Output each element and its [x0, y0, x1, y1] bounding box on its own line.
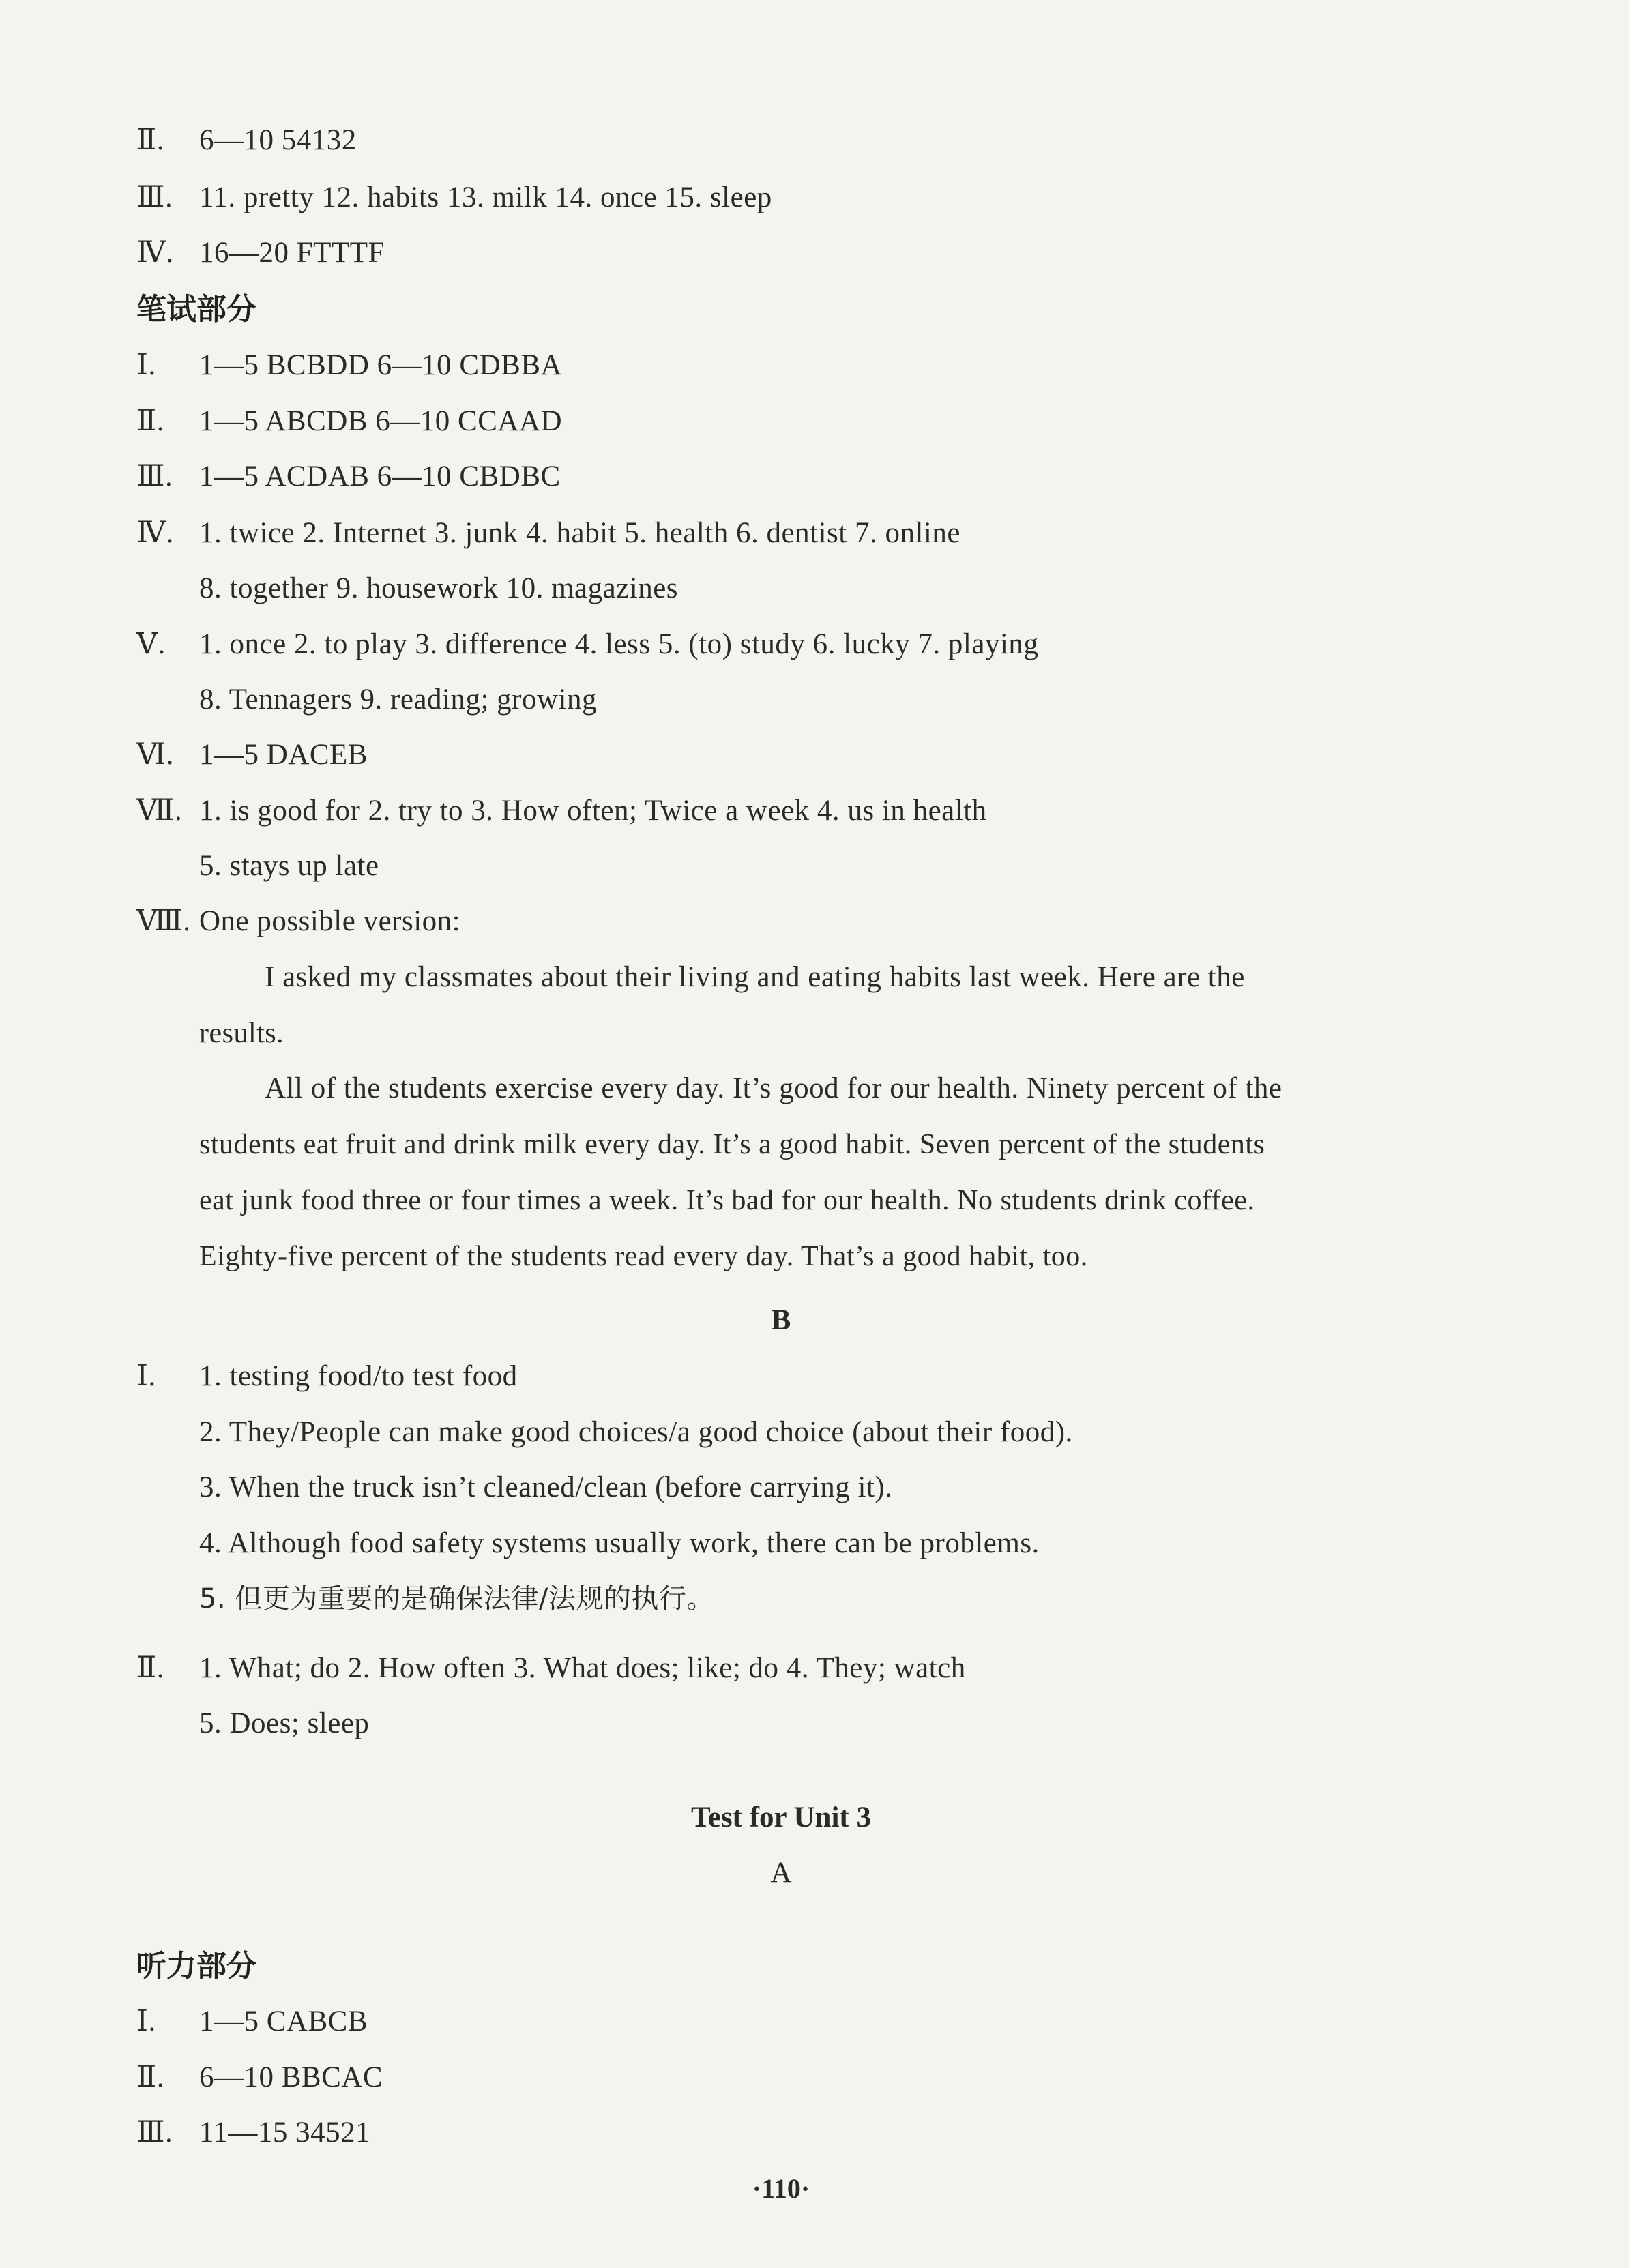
roman-numeral: Ⅲ. — [136, 181, 173, 213]
essay-line: results. — [199, 1018, 284, 1049]
essay-line: eat junk food three or four times a week. It’s bad for our health. No students drink coffee. — [199, 1185, 1255, 1216]
roman-numeral: Ⅶ. — [136, 795, 183, 827]
unit-test-title: Test for Unit 3 — [691, 1801, 871, 1833]
answer-text: 11. pretty 12. habits 13. milk 14. once 15. sleep — [199, 181, 772, 213]
answer-text: 1. twice 2. Internet 3. junk 4. habit 5. health 6. dentist 7. online — [199, 517, 960, 549]
unit-test-part-a: A — [770, 1857, 792, 1889]
unit3-listening-item-1 — [136, 2003, 368, 2041]
answer-text: 1—5 CABCB — [199, 2005, 368, 2037]
answer-text: 1. once 2. to play 3. difference 4. less 5. (to) study 6. lucky 7. playing — [199, 628, 1039, 660]
answer-text: 11—15 34521 — [199, 2117, 371, 2149]
roman-numeral: Ⅲ. — [136, 460, 173, 492]
essay-line: students eat fruit and drink milk every day. It’s a good habit. Seven percent of the students — [199, 1129, 1265, 1160]
roman-numeral: Ⅰ. — [136, 2005, 156, 2037]
written-item-2 — [136, 402, 562, 441]
section-b-item-1-sub: 3. When the truck isn’t cleaned/clean (before carrying it). — [199, 1471, 893, 1503]
roman-numeral: Ⅳ. — [136, 237, 174, 269]
listening-section-heading: 听力部分 — [136, 1949, 256, 1984]
essay-line: Eighty-five percent of the students read every day. That’s a good habit, too. — [199, 1241, 1088, 1272]
roman-numeral: Ⅱ. — [136, 1652, 164, 1684]
answer-text: 6—10 BBCAC — [199, 2061, 383, 2093]
written-item-8 — [136, 902, 460, 941]
answer-text: 1. testing food/to test food — [199, 1360, 518, 1392]
roman-numeral: Ⅰ. — [136, 1360, 156, 1392]
answer-text: 1—5 DACEB — [199, 739, 368, 771]
written-item-5-continued: 8. Tennagers 9. reading; growing — [199, 683, 597, 716]
written-item-1 — [136, 347, 562, 385]
roman-numeral: Ⅱ. — [136, 124, 164, 156]
section-b-heading: B — [771, 1304, 791, 1336]
written-item-3 — [136, 458, 561, 496]
section-b-item-2-continued: 5. Does; sleep — [199, 1707, 370, 1739]
listening-item-2 — [136, 121, 357, 160]
answer-text: 1—5 ABCDB 6—10 CCAAD — [199, 405, 563, 437]
listening-item-4 — [136, 234, 385, 272]
answer-text: 1—5 BCBDD 6—10 CDBBA — [199, 349, 563, 381]
answer-text: 1. is good for 2. try to 3. How often; Twice a week 4. us in health — [199, 795, 987, 827]
written-item-5 — [136, 625, 1038, 664]
roman-numeral: Ⅷ. — [136, 905, 191, 937]
roman-numeral: Ⅱ. — [136, 2061, 164, 2093]
essay-line: I asked my classmates about their living and eating habits last week. Here are the — [265, 961, 1245, 993]
roman-numeral: Ⅳ. — [136, 517, 174, 549]
section-b-item-1-sub: 4. Although food safety systems usually work, there can be problems. — [199, 1527, 1040, 1559]
section-b-item-1 — [136, 1357, 518, 1396]
written-item-4 — [136, 514, 960, 553]
unit3-listening-item-3 — [136, 2114, 370, 2152]
section-b-item-2 — [136, 1649, 966, 1688]
written-item-7 — [136, 792, 987, 830]
written-item-4-continued: 8. together 9. housework 10. magazines — [199, 572, 679, 604]
section-b-item-1-sub: 2. They/People can make good choices/a good choice (about their food). — [199, 1416, 1073, 1448]
written-item-7-continued: 5. stays up late — [199, 850, 379, 882]
unit3-listening-item-2 — [136, 2059, 383, 2097]
roman-numeral: Ⅰ. — [136, 349, 156, 381]
roman-numeral: Ⅴ. — [136, 628, 166, 660]
roman-numeral: Ⅵ. — [136, 739, 175, 771]
essay-line: All of the students exercise every day. It’s good for our health. Ninety percent of the — [265, 1072, 1282, 1104]
roman-numeral: Ⅱ. — [136, 405, 164, 437]
page-number: ·110· — [752, 2173, 810, 2204]
answer-text: 6—10 54132 — [199, 124, 357, 156]
roman-numeral: Ⅲ. — [136, 2117, 173, 2149]
answer-text: 1. What; do 2. How often 3. What does; like; do 4. They; watch — [199, 1652, 966, 1684]
answer-text: One possible version: — [199, 905, 461, 937]
answer-text: 1—5 ACDAB 6—10 CBDBC — [199, 460, 561, 492]
listening-item-3 — [136, 179, 772, 217]
written-section-heading: 笔试部分 — [136, 292, 256, 327]
section-b-item-1-sub: 5. 但更为重要的是确保法律/法规的执行。 — [199, 1583, 714, 1615]
answer-text: 16—20 FTTTF — [199, 237, 385, 269]
written-item-6 — [136, 736, 368, 774]
